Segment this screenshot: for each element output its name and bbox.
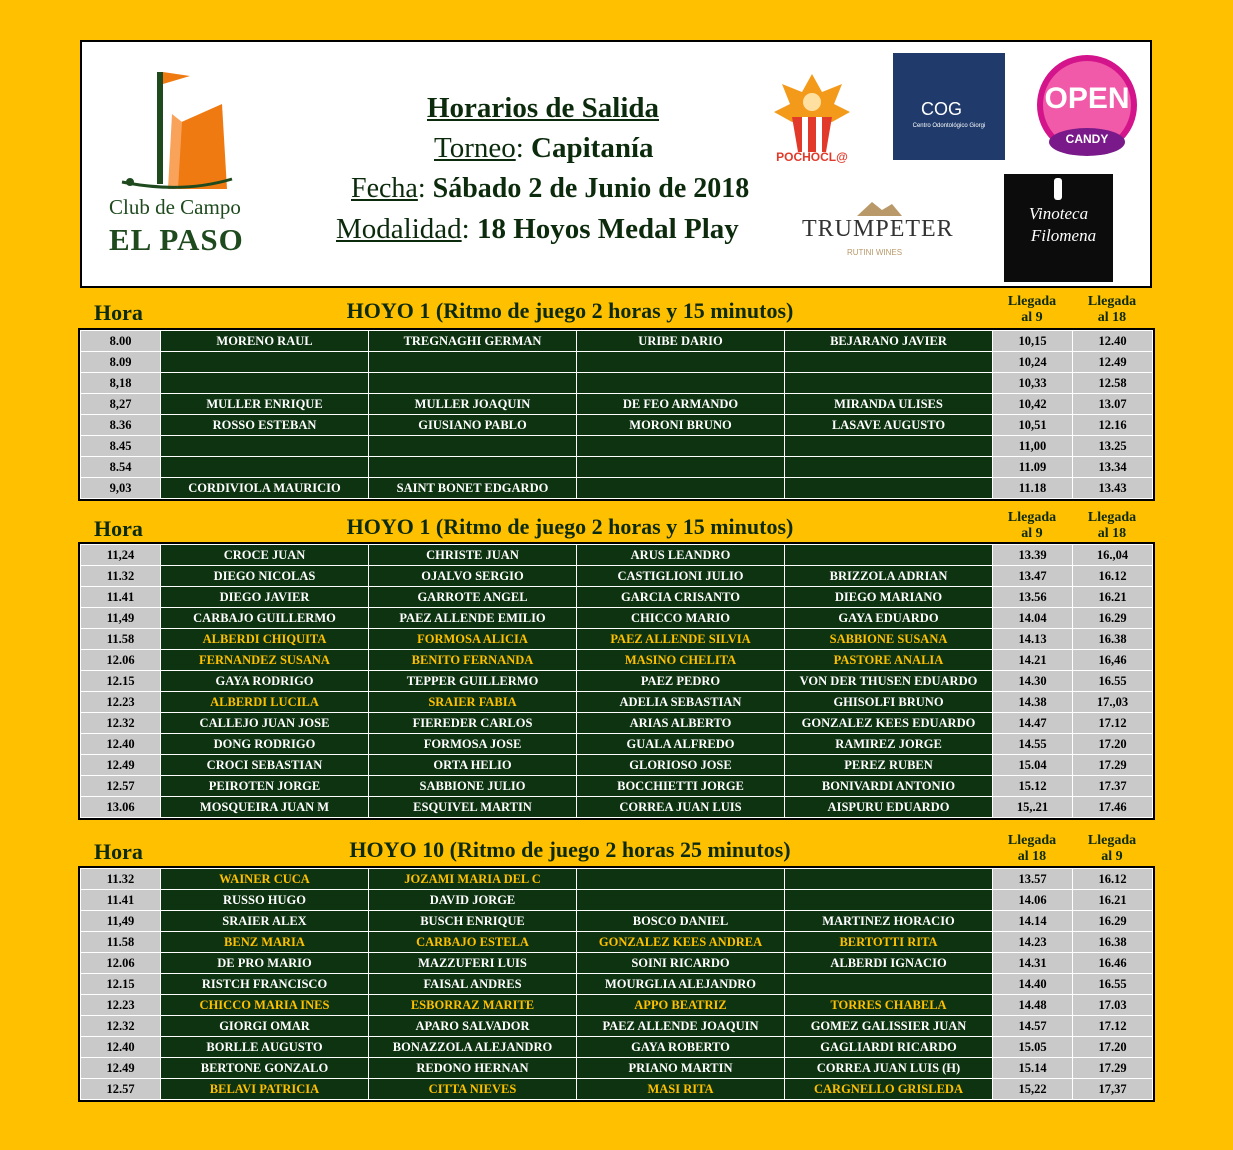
player-name: OJALVO SERGIO — [369, 566, 577, 587]
player-name: CORDIVIOLA MAURICIO — [161, 478, 369, 499]
player-name: PAEZ PEDRO — [577, 671, 785, 692]
table-row — [81, 587, 1153, 608]
arrival-time-1: 10,15 — [993, 331, 1073, 352]
player-name — [785, 869, 993, 890]
player-name: MORONI BRUNO — [577, 415, 785, 436]
vinoteca-logo — [1004, 174, 1113, 282]
arrival-header-2: Llegada al 18 — [1087, 294, 1137, 325]
tee-time: 12.49 — [81, 755, 161, 776]
player-name: GUALA ALFREDO — [577, 734, 785, 755]
player-name — [577, 478, 785, 499]
section-title: HOYO 10 (Ritmo de juego 2 horas 25 minutos) — [349, 837, 791, 862]
tee-time: 8,18 — [81, 373, 161, 394]
arrival-time-1: 15.05 — [993, 1037, 1073, 1058]
arrival-time-1: 10,51 — [993, 415, 1073, 436]
player-name: BONIVARDI ANTONIO — [785, 776, 993, 797]
table-row — [81, 1058, 1153, 1079]
tee-time: 11.32 — [81, 566, 161, 587]
mountain-icon — [802, 198, 947, 218]
player-name — [785, 890, 993, 911]
arrival-time-1: 14.57 — [993, 1016, 1073, 1037]
trumpeter-text: TRUMPETER — [802, 216, 954, 242]
player-name: ORTA HELIO — [369, 755, 577, 776]
player-name — [161, 352, 369, 373]
player-name — [785, 974, 993, 995]
player-name: ALBERDI CHIQUITA — [161, 629, 369, 650]
player-name — [577, 436, 785, 457]
table-row — [81, 974, 1153, 995]
modalidad-line: Modalidad: 18 Hoyos Medal Play — [336, 213, 739, 245]
player-name: CHICCO MARIA INES — [161, 995, 369, 1016]
player-name — [785, 436, 993, 457]
arrival-time-2: 17,37 — [1073, 1079, 1153, 1100]
arrival-time-2: 17.29 — [1073, 1058, 1153, 1079]
hora-label: Hora — [94, 300, 143, 325]
tee-time: 8.45 — [81, 436, 161, 457]
tee-time: 11.41 — [81, 890, 161, 911]
arrival-time-2: 13.07 — [1073, 394, 1153, 415]
player-name: ROSSO ESTEBAN — [161, 415, 369, 436]
table-row — [81, 953, 1153, 974]
player-name: CARGNELLO GRISLEDA — [785, 1079, 993, 1100]
arrival-time-2: 13.25 — [1073, 436, 1153, 457]
arrival-time-2: 17.12 — [1073, 713, 1153, 734]
table-row — [81, 995, 1153, 1016]
arrival-time-1: 13.47 — [993, 566, 1073, 587]
tee-time: 8.36 — [81, 415, 161, 436]
player-name: SABBIONE JULIO — [369, 776, 577, 797]
player-name: WAINER CUCA — [161, 869, 369, 890]
section-header-3 — [80, 831, 1152, 871]
player-name: MASI RITA — [577, 1079, 785, 1100]
player-name: FAISAL ANDRES — [369, 974, 577, 995]
vinoteca-text1: Vinoteca — [1028, 204, 1089, 223]
arrival-time-1: 14.06 — [993, 890, 1073, 911]
player-name: TREGNAGHI GERMAN — [369, 331, 577, 352]
section-header-2 — [80, 508, 1152, 548]
arrival-time-1: 13.56 — [993, 587, 1073, 608]
vinoteca-text2: Filomena — [1030, 226, 1097, 245]
player-name: CHRISTE JUAN — [369, 545, 577, 566]
arrival-time-2: 16.12 — [1073, 566, 1153, 587]
player-name: RUSSO HUGO — [161, 890, 369, 911]
tee-time: 12.57 — [81, 1079, 161, 1100]
player-name: BOSCO DANIEL — [577, 911, 785, 932]
tee-time: 9,03 — [81, 478, 161, 499]
player-name: SRAIER ALEX — [161, 911, 369, 932]
table-row — [81, 650, 1153, 671]
tee-time: 11,49 — [81, 911, 161, 932]
arrival-time-2: 16.46 — [1073, 953, 1153, 974]
arrival-time-1: 10,42 — [993, 394, 1073, 415]
player-name: GHISOLFI BRUNO — [785, 692, 993, 713]
player-name: GAGLIARDI RICARDO — [785, 1037, 993, 1058]
tee-time: 12.49 — [81, 1058, 161, 1079]
player-name: FERNANDEZ SUSANA — [161, 650, 369, 671]
arrival-time-1: 11.09 — [993, 457, 1073, 478]
player-name: DE PRO MARIO — [161, 953, 369, 974]
player-name: BEJARANO JAVIER — [785, 331, 993, 352]
cog-text: COG — [921, 99, 963, 119]
player-name: GARROTE ANGEL — [369, 587, 577, 608]
player-name: GLORIOSO JOSE — [577, 755, 785, 776]
tee-time: 11.41 — [81, 587, 161, 608]
player-name: MAZZUFERI LUIS — [369, 953, 577, 974]
player-name: RISTCH FRANCISCO — [161, 974, 369, 995]
arrival-time-2: 17.46 — [1073, 797, 1153, 818]
arrival-header-1: Llegada al 9 — [1007, 294, 1057, 325]
player-name: GAYA ROBERTO — [577, 1037, 785, 1058]
player-name — [369, 352, 577, 373]
tee-times-table-3 — [80, 868, 1153, 1100]
player-name: BOCCHIETTI JORGE — [577, 776, 785, 797]
player-name: DIEGO JAVIER — [161, 587, 369, 608]
arrival-time-1: 15.04 — [993, 755, 1073, 776]
tee-time: 11.58 — [81, 932, 161, 953]
arrival-time-1: 14.13 — [993, 629, 1073, 650]
arrival-time-1: 10,33 — [993, 373, 1073, 394]
arrival-time-2: 16.38 — [1073, 629, 1153, 650]
player-name: DONG RODRIGO — [161, 734, 369, 755]
candy-open-text: OPEN — [1044, 82, 1130, 115]
arrival-header-2: Llegada al 9 — [1087, 833, 1137, 864]
player-name: URIBE DARIO — [577, 331, 785, 352]
player-name: CALLEJO JUAN JOSE — [161, 713, 369, 734]
player-name: ESQUIVEL MARTIN — [369, 797, 577, 818]
hora-label: Hora — [94, 516, 143, 541]
player-name: DIEGO MARIANO — [785, 587, 993, 608]
player-name: BORLLE AUGUSTO — [161, 1037, 369, 1058]
arrival-time-1: 14.38 — [993, 692, 1073, 713]
player-name: BELAVI PATRICIA — [161, 1079, 369, 1100]
arrival-time-1: 11,00 — [993, 436, 1073, 457]
arrival-time-2: 16.29 — [1073, 608, 1153, 629]
player-name: BERTONE GONZALO — [161, 1058, 369, 1079]
table-row — [81, 1037, 1153, 1058]
arrival-header-1: Llegada al 9 — [1007, 510, 1057, 541]
player-name — [161, 457, 369, 478]
player-name: SABBIONE SUSANA — [785, 629, 993, 650]
player-name: CORREA JUAN LUIS (H) — [785, 1058, 993, 1079]
arrival-time-1: 14.23 — [993, 932, 1073, 953]
tee-time: 12.15 — [81, 974, 161, 995]
table-row — [81, 692, 1153, 713]
tee-time: 8,27 — [81, 394, 161, 415]
table-row — [81, 545, 1153, 566]
player-name: MOSQUEIRA JUAN M — [161, 797, 369, 818]
arrival-time-2: 12.49 — [1073, 352, 1153, 373]
arrival-time-2: 17.20 — [1073, 734, 1153, 755]
player-name: CASTIGLIONI JULIO — [577, 566, 785, 587]
player-name: ARUS LEANDRO — [577, 545, 785, 566]
player-name: SOINI RICARDO — [577, 953, 785, 974]
arrival-time-2: 17.12 — [1073, 1016, 1153, 1037]
section-title: HOYO 1 (Ritmo de juego 2 horas y 15 minutos) — [346, 514, 794, 539]
table-row — [81, 1079, 1153, 1100]
arrival-time-2: 16.12 — [1073, 869, 1153, 890]
page-title: Horarios de Salida — [427, 92, 660, 124]
player-name: APARO SALVADOR — [369, 1016, 577, 1037]
table-row — [81, 373, 1153, 394]
table-row — [81, 797, 1153, 818]
arrival-time-1: 10,24 — [993, 352, 1073, 373]
table-row — [81, 394, 1153, 415]
player-name — [577, 869, 785, 890]
player-name: CROCE JUAN — [161, 545, 369, 566]
player-name — [577, 373, 785, 394]
arrival-time-1: 14.04 — [993, 608, 1073, 629]
tee-times-table-1 — [80, 330, 1153, 499]
player-name: ALBERDI LUCILA — [161, 692, 369, 713]
table-row — [81, 629, 1153, 650]
player-name: LASAVE AUGUSTO — [785, 415, 993, 436]
table-row — [81, 932, 1153, 953]
arrival-time-2: 16.29 — [1073, 911, 1153, 932]
player-name: REDONO HERNAN — [369, 1058, 577, 1079]
section-header-1 — [80, 292, 1152, 332]
player-name — [577, 890, 785, 911]
arrival-time-1: 15.14 — [993, 1058, 1073, 1079]
table-row — [81, 911, 1153, 932]
player-name: MORENO RAUL — [161, 331, 369, 352]
table-row — [81, 478, 1153, 499]
player-name — [785, 478, 993, 499]
player-name: ADELIA SEBASTIAN — [577, 692, 785, 713]
club-name-line2: EL PASO — [109, 222, 244, 257]
arrival-time-1: 13.39 — [993, 545, 1073, 566]
player-name: FORMOSA ALICIA — [369, 629, 577, 650]
player-name: PAEZ ALLENDE JOAQUIN — [577, 1016, 785, 1037]
arrival-time-2: 17.20 — [1073, 1037, 1153, 1058]
player-name: DAVID JORGE — [369, 890, 577, 911]
arrival-time-2: 17.29 — [1073, 755, 1153, 776]
player-name: VON DER THUSEN EDUARDO — [785, 671, 993, 692]
player-name: MASINO CHELITA — [577, 650, 785, 671]
cog-subtitle: Centro Odontológico Giorgi — [912, 123, 986, 129]
arrival-time-1: 14.21 — [993, 650, 1073, 671]
arrival-time-1: 13.57 — [993, 869, 1073, 890]
player-name: ALBERDI IGNACIO — [785, 953, 993, 974]
arrival-time-1: 14.47 — [993, 713, 1073, 734]
player-name: MARTINEZ HORACIO — [785, 911, 993, 932]
player-name: AISPURU EDUARDO — [785, 797, 993, 818]
player-name: CORREA JUAN LUIS — [577, 797, 785, 818]
tee-time: 12.15 — [81, 671, 161, 692]
player-name: CARBAJO ESTELA — [369, 932, 577, 953]
arrival-time-2: 16.21 — [1073, 587, 1153, 608]
table-row — [81, 755, 1153, 776]
arrival-time-1: 15,.21 — [993, 797, 1073, 818]
player-name: TEPPER GUILLERMO — [369, 671, 577, 692]
player-name: GONZALEZ KEES ANDREA — [577, 932, 785, 953]
arrival-time-2: 17.,03 — [1073, 692, 1153, 713]
arrival-time-1: 14.48 — [993, 995, 1073, 1016]
arrival-time-1: 11.18 — [993, 478, 1073, 499]
arrival-time-2: 12.40 — [1073, 331, 1153, 352]
player-name: BONAZZOLA ALEJANDRO — [369, 1037, 577, 1058]
trumpeter-logo — [802, 198, 954, 263]
player-name — [369, 457, 577, 478]
player-name: CARBAJO GUILLERMO — [161, 608, 369, 629]
table-row — [81, 352, 1153, 373]
player-name — [577, 457, 785, 478]
player-name: DE FEO ARMANDO — [577, 394, 785, 415]
player-name: PASTORE ANALIA — [785, 650, 993, 671]
player-name: TORRES CHABELA — [785, 995, 993, 1016]
player-name: BUSCH ENRIQUE — [369, 911, 577, 932]
arrival-time-2: 13.34 — [1073, 457, 1153, 478]
table-row — [81, 457, 1153, 478]
player-name: DIEGO NICOLAS — [161, 566, 369, 587]
player-name: ESBORRAZ MARITE — [369, 995, 577, 1016]
table-row — [81, 436, 1153, 457]
tee-time: 8.09 — [81, 352, 161, 373]
player-name — [369, 373, 577, 394]
open-candy-logo — [1031, 52, 1143, 159]
torneo-line: Torneo: Capitanía — [434, 132, 654, 164]
arrival-time-2: 17.03 — [1073, 995, 1153, 1016]
player-name: JOZAMI MARIA DEL C — [369, 869, 577, 890]
arrival-time-1: 14.30 — [993, 671, 1073, 692]
tee-time: 12.23 — [81, 692, 161, 713]
arrival-time-2: 16.21 — [1073, 890, 1153, 911]
player-name: BRIZZOLA ADRIAN — [785, 566, 993, 587]
arrival-time-2: 16.55 — [1073, 974, 1153, 995]
player-name — [785, 352, 993, 373]
player-name: ARIAS ALBERTO — [577, 713, 785, 734]
player-name: APPO BEATRIZ — [577, 995, 785, 1016]
player-name — [161, 373, 369, 394]
tee-time: 12.40 — [81, 734, 161, 755]
arrival-time-2: 16.55 — [1073, 671, 1153, 692]
player-name: MULLER JOAQUIN — [369, 394, 577, 415]
cog-logo — [893, 53, 1005, 160]
tee-time: 12.32 — [81, 713, 161, 734]
arrival-time-2: 16.38 — [1073, 932, 1153, 953]
table-row — [81, 566, 1153, 587]
tee-time: 12.06 — [81, 953, 161, 974]
pochoclo-logo — [772, 72, 852, 172]
table-row — [81, 734, 1153, 755]
hora-label: Hora — [94, 839, 143, 864]
player-name: PAEZ ALLENDE EMILIO — [369, 608, 577, 629]
arrival-time-2: 12.58 — [1073, 373, 1153, 394]
table-row — [81, 1016, 1153, 1037]
tee-time: 8.00 — [81, 331, 161, 352]
player-name — [785, 457, 993, 478]
tee-time: 11,49 — [81, 608, 161, 629]
section-title: HOYO 1 (Ritmo de juego 2 horas y 15 minutos) — [346, 298, 794, 323]
player-name — [161, 436, 369, 457]
arrival-time-1: 14.14 — [993, 911, 1073, 932]
tee-times-table-2 — [80, 544, 1153, 818]
table-row — [81, 331, 1153, 352]
header-panel — [80, 40, 1152, 288]
club-name-line1: Club de Campo — [109, 195, 241, 219]
arrival-time-1: 14.31 — [993, 953, 1073, 974]
player-name: SAINT BONET EDGARDO — [369, 478, 577, 499]
player-name: MOURGLIA ALEJANDRO — [577, 974, 785, 995]
player-name: SRAIER FABIA — [369, 692, 577, 713]
arrival-header-2: Llegada al 18 — [1087, 510, 1137, 541]
player-name — [577, 352, 785, 373]
player-name: GIUSIANO PABLO — [369, 415, 577, 436]
pochoclo-text: POCHOCL@ — [776, 150, 848, 164]
player-name: BERTOTTI RITA — [785, 932, 993, 953]
tee-time: 12.06 — [81, 650, 161, 671]
table-row — [81, 671, 1153, 692]
player-name — [785, 373, 993, 394]
table-row — [81, 608, 1153, 629]
player-name — [369, 436, 577, 457]
player-name: CHICCO MARIO — [577, 608, 785, 629]
table-row — [81, 776, 1153, 797]
tee-time: 11,24 — [81, 545, 161, 566]
player-name: FIEREDER CARLOS — [369, 713, 577, 734]
arrival-time-1: 14.40 — [993, 974, 1073, 995]
tee-time: 12.57 — [81, 776, 161, 797]
player-name: GONZALEZ KEES EDUARDO — [785, 713, 993, 734]
player-name: GOMEZ GALISSIER JUAN — [785, 1016, 993, 1037]
arrival-header-1: Llegada al 18 — [1007, 833, 1057, 864]
fecha-line: Fecha: Sábado 2 de Junio de 2018 — [351, 173, 750, 204]
player-name: GIORGI OMAR — [161, 1016, 369, 1037]
arrival-time-1: 15,22 — [993, 1079, 1073, 1100]
player-name: PEREZ RUBEN — [785, 755, 993, 776]
player-name: GARCIA CRISANTO — [577, 587, 785, 608]
tee-time: 12.32 — [81, 1016, 161, 1037]
table-row — [81, 713, 1153, 734]
player-name — [785, 545, 993, 566]
player-name: PAEZ ALLENDE SILVIA — [577, 629, 785, 650]
table-row — [81, 890, 1153, 911]
player-name: CROCI SEBASTIAN — [161, 755, 369, 776]
arrival-time-2: 16,46 — [1073, 650, 1153, 671]
arrival-time-1: 14.55 — [993, 734, 1073, 755]
player-name: PRIANO MARTIN — [577, 1058, 785, 1079]
player-name: CITTA NIEVES — [369, 1079, 577, 1100]
arrival-time-2: 12.16 — [1073, 415, 1153, 436]
player-name: PEIROTEN JORGE — [161, 776, 369, 797]
tee-time: 12.40 — [81, 1037, 161, 1058]
tee-time: 8.54 — [81, 457, 161, 478]
player-name: FORMOSA JOSE — [369, 734, 577, 755]
arrival-time-1: 15.12 — [993, 776, 1073, 797]
player-name: MIRANDA ULISES — [785, 394, 993, 415]
tee-time: 13.06 — [81, 797, 161, 818]
table-row — [81, 415, 1153, 436]
tee-time: 11.58 — [81, 629, 161, 650]
arrival-time-2: 13.43 — [1073, 478, 1153, 499]
player-name: RAMIREZ JORGE — [785, 734, 993, 755]
tee-time: 11.32 — [81, 869, 161, 890]
trumpeter-subtitle: RUTINI WINES — [846, 248, 903, 257]
player-name: GAYA EDUARDO — [785, 608, 993, 629]
player-name: BENITO FERNANDA — [369, 650, 577, 671]
tee-time: 12.23 — [81, 995, 161, 1016]
arrival-time-2: 16.,04 — [1073, 545, 1153, 566]
player-name: GAYA RODRIGO — [161, 671, 369, 692]
arrival-time-2: 17.37 — [1073, 776, 1153, 797]
player-name: MULLER ENRIQUE — [161, 394, 369, 415]
player-name: BENZ MARIA — [161, 932, 369, 953]
candy-text: CANDY — [1065, 132, 1109, 146]
table-row — [81, 869, 1153, 890]
bottle-icon — [1004, 174, 1113, 204]
